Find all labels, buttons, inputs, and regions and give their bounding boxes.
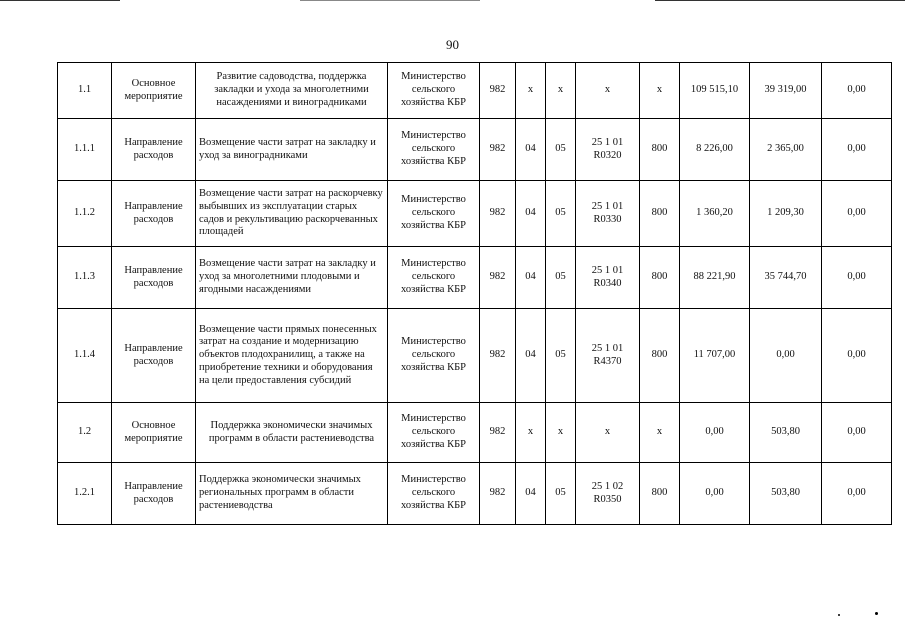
- row-value-1: 109 515,10: [680, 63, 750, 119]
- row-value-2: 503,80: [750, 403, 822, 463]
- row-csr: x: [576, 403, 640, 463]
- row-number: 1.2: [58, 403, 112, 463]
- row-rz: 04: [516, 463, 546, 525]
- row-type: Основное мероприятие: [112, 63, 196, 119]
- table-row: [58, 309, 892, 403]
- row-org: Министерство сельского хозяйства КБР: [388, 181, 480, 247]
- row-csr: 25 1 02 R0350: [576, 463, 640, 525]
- row-vr: 800: [640, 247, 680, 309]
- row-name: Поддержка экономически значимых региональных программ в области растениеводства: [196, 463, 388, 525]
- row-pr: x: [546, 403, 576, 463]
- row-csr: x: [576, 63, 640, 119]
- row-csr: 25 1 01 R0340: [576, 247, 640, 309]
- row-name: Развитие садоводства, поддержка закладки и ухода за многолетними насаждениями и виноградниками: [196, 63, 388, 119]
- row-type: Направление расходов: [112, 119, 196, 181]
- table-row: [58, 181, 892, 247]
- row-rz: 04: [516, 309, 546, 403]
- row-name: Возмещение части затрат на закладку и уход за виноградниками: [196, 119, 388, 181]
- scan-speck: [838, 614, 840, 616]
- row-value-3: 0,00: [822, 63, 892, 119]
- row-grbs: 982: [480, 309, 516, 403]
- row-grbs: 982: [480, 247, 516, 309]
- row-type: Направление расходов: [112, 181, 196, 247]
- row-value-1: 1 360,20: [680, 181, 750, 247]
- row-value-3: 0,00: [822, 463, 892, 525]
- scan-edge-line: [0, 0, 120, 1]
- row-value-1: 8 226,00: [680, 119, 750, 181]
- row-pr: 05: [546, 463, 576, 525]
- row-vr: 800: [640, 119, 680, 181]
- table-row: [58, 463, 892, 525]
- row-grbs: 982: [480, 119, 516, 181]
- row-type: Направление расходов: [112, 309, 196, 403]
- row-number: 1.1: [58, 63, 112, 119]
- table-row: [58, 119, 892, 181]
- row-vr: x: [640, 63, 680, 119]
- row-value-2: 503,80: [750, 463, 822, 525]
- table-row: [58, 247, 892, 309]
- row-org: Министерство сельского хозяйства КБР: [388, 309, 480, 403]
- row-pr: 05: [546, 309, 576, 403]
- row-csr: 25 1 01 R0330: [576, 181, 640, 247]
- row-value-3: 0,00: [822, 247, 892, 309]
- row-pr: x: [546, 63, 576, 119]
- row-grbs: 982: [480, 63, 516, 119]
- row-grbs: 982: [480, 403, 516, 463]
- row-vr: 800: [640, 181, 680, 247]
- row-org: Министерство сельского хозяйства КБР: [388, 63, 480, 119]
- row-value-1: 0,00: [680, 403, 750, 463]
- row-name: Возмещение части затрат на раскорчевку выбывших из эксплуатации старых садов и рекультивацию раскорчеванных площадей: [196, 181, 388, 247]
- row-value-2: 2 365,00: [750, 119, 822, 181]
- row-vr: x: [640, 403, 680, 463]
- scan-edge-line: [655, 0, 905, 1]
- row-pr: 05: [546, 247, 576, 309]
- row-number: 1.1.3: [58, 247, 112, 309]
- row-pr: 05: [546, 181, 576, 247]
- row-rz: 04: [516, 247, 546, 309]
- row-value-1: 0,00: [680, 463, 750, 525]
- row-value-3: 0,00: [822, 403, 892, 463]
- row-org: Министерство сельского хозяйства КБР: [388, 247, 480, 309]
- row-rz: 04: [516, 119, 546, 181]
- row-pr: 05: [546, 119, 576, 181]
- row-rz: 04: [516, 181, 546, 247]
- row-org: Министерство сельского хозяйства КБР: [388, 119, 480, 181]
- row-type: Направление расходов: [112, 463, 196, 525]
- row-number: 1.2.1: [58, 463, 112, 525]
- page-number: 90: [446, 37, 459, 52]
- row-value-2: 0,00: [750, 309, 822, 403]
- scan-speck: [875, 612, 878, 615]
- row-number: 1.1.4: [58, 309, 112, 403]
- row-grbs: 982: [480, 463, 516, 525]
- row-name: Поддержка экономически значимых программ в области растениеводства: [196, 403, 388, 463]
- row-type: Основное мероприятие: [112, 403, 196, 463]
- row-number: 1.1.2: [58, 181, 112, 247]
- row-rz: x: [516, 63, 546, 119]
- row-value-2: 1 209,30: [750, 181, 822, 247]
- row-vr: 800: [640, 463, 680, 525]
- row-value-2: 35 744,70: [750, 247, 822, 309]
- row-org: Министерство сельского хозяйства КБР: [388, 463, 480, 525]
- row-value-3: 0,00: [822, 181, 892, 247]
- row-value-3: 0,00: [822, 309, 892, 403]
- row-csr: 25 1 01 R4370: [576, 309, 640, 403]
- row-org: Министерство сельского хозяйства КБР: [388, 403, 480, 463]
- table-row: [58, 403, 892, 463]
- row-vr: 800: [640, 309, 680, 403]
- row-name: Возмещение части затрат на закладку и уход за многолетними плодовыми и ягодными насаждениями: [196, 247, 388, 309]
- budget-table: [57, 62, 892, 525]
- table-row: [58, 63, 892, 119]
- row-value-1: 11 707,00: [680, 309, 750, 403]
- row-value-1: 88 221,90: [680, 247, 750, 309]
- row-name: Возмещение части прямых понесенных затрат на создание и модернизацию объектов плодохранилищ, а также на приобретение техники и оборудования на цели предоставления субсидий: [196, 309, 388, 403]
- row-number: 1.1.1: [58, 119, 112, 181]
- row-value-2: 39 319,00: [750, 63, 822, 119]
- row-value-3: 0,00: [822, 119, 892, 181]
- row-rz: x: [516, 403, 546, 463]
- row-csr: 25 1 01 R0320: [576, 119, 640, 181]
- scan-edge-line: [300, 0, 480, 1]
- row-grbs: 982: [480, 181, 516, 247]
- row-type: Направление расходов: [112, 247, 196, 309]
